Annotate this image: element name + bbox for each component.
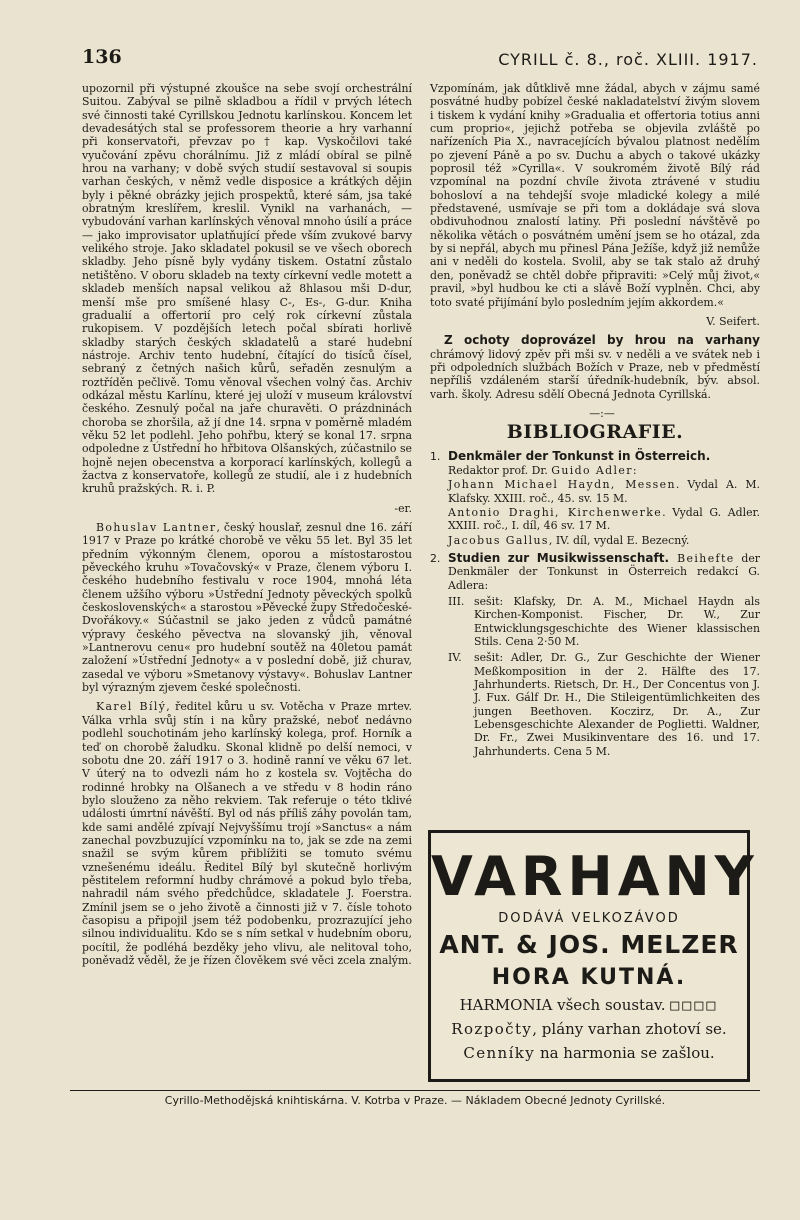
right-column	[430, 82, 760, 763]
lantner-obituary	[82, 521, 412, 694]
paragraph-text: , český houslař, zesnul dne 16. září 1917 v Praze po krátké chorobě ve věku 55 let. Byl 35 let předním výkonným členem, oporou a místostarostou pěveckého kruhu »Tovačovský« v Praze, členem výboru I. českého hudebního festivalu v roce 1904, mnohá léta členem užšího výboru »Ústřední Jednoty pěveckých spolků československých« a starostou »Pěvecké župy Středočeské-Dvořákovy.« Súčastnil se jako jeden z vůdců památné výpravy českého pěvectva na slovanský jih, věnoval »Lantnerovu cenu« pro hudební soutěž na 40letou památ založení »Ústřední Jednoty« a v poslední době, již churav, zasedal ve výboru »Smetanovy výstavy«. Bohuslav Lantner byl výrazným zjevem české společnosti.	[82, 521, 412, 695]
ad-town: HORA KUTNÁ.	[491, 965, 687, 990]
bibliography-item	[430, 552, 760, 758]
sub-entry-title: Antonio Draghi, Kirchenwerke	[448, 505, 663, 519]
volume-contents: sešit: Klafsky, Dr. A. M., Michael Haydn als Kirchen-Komponist. Fischer, Dr. W., Zur Entwicklungsgeschichte des Wiener klassischen Stils. Cena 2·50 M.	[474, 595, 760, 649]
sub-entry-details: . Vydal G. Adler. XXIII. roč., I. díl, 46 sv. 17 M.	[448, 505, 760, 533]
ad-text: , plány varhan zhotoví se.	[532, 1020, 727, 1038]
sub-entry	[448, 595, 760, 648]
signature: V. Seifert.	[706, 314, 760, 328]
bibliography-item	[430, 450, 760, 547]
sub-entry-title: Jacobus Gallus	[448, 533, 549, 547]
sub-entry	[448, 506, 760, 533]
sub-entry-details: , IV. díl, vydal E. Bezecný.	[548, 533, 690, 547]
volume-label: III.	[448, 595, 465, 609]
advertisement	[428, 830, 759, 1082]
ad-title: VARHANY	[431, 845, 759, 908]
journal-header: CYRILL č. 8., roč. XLIII. 1917.	[498, 50, 758, 69]
item-description: der Denkmäler der Tonkunst in Österreich redakcí G. Adlera:	[448, 552, 760, 592]
sub-entry	[448, 534, 760, 547]
bily-obituary	[82, 700, 412, 967]
item-body	[448, 450, 760, 547]
person-name: Karel Bílý	[96, 700, 167, 714]
item-number: 2.	[430, 552, 441, 565]
paragraph-text: , ředitel kůru u sv. Votěcha v Praze mrtev. Válka vrhla svůj stín i na kůry pražské, neboť nedávno podlehl souchotinám jeho karlínský kolega, prof. Horník a teď on chorobě žaludku. Skonal klidně po delší nemoci, v sobotu dne 20. září 1917 o 3. hodině ranní ve věku 67 let. V úterý na to odvezli nám ho z kostela sv. Vojtěcha do rodinné hrobky na Olšanech a ve středu v 8 hodin ráno bylo slouženo za něho rekviem. Tak referuje o této tklivé události úmrtní návěští. Byl od nás příliš záhy povolán tam, kde sami andělé zpívají Nejvyššímu trojí »Sanctus« a nám zanechal povzbuzující vzpomínku na to, jak se zde na zemi snažil se svým kůrem přiblížiti se tomuto svému vznešenému ideálu. Ředitel Bílý byl skutečně horlivým pěstitelem reformní hudby chrámové a pokud bylo třeba, nahradil nám svého předchůdce, skladatele J. Foerstra. Zmínil jsem se o jeho životě a činnosti již v 7. čísle tohoto časopisu a připojil jsem též podobenku, prozrazující jeho silnou individualitu. Kdo se s ním setkal v hudebním oboru, pocítil, že podléhá bezděky jeho vlivu, ale nelitoval toho, poněvadž věděl, že je řízen člověkem své věci zcela znalým.	[82, 700, 412, 967]
sub-entry	[448, 651, 760, 758]
sub-entry-title: Johann Michael Haydn, Messen	[448, 478, 676, 492]
notice-lead: Z ochoty doprovázel by hrou na varhany	[444, 333, 760, 348]
ad-harmonia-text: HARMONIA všech soustav.	[459, 996, 666, 1014]
left-column	[82, 82, 412, 973]
footer-imprint: Cyrillo-Methodějská knihtiskárna. V. Kotrba v Praze. — Nákladem Obecné Jednoty Cyrillské.	[164, 1094, 666, 1107]
item-heading	[448, 552, 760, 592]
paragraph-text: upozornil při výstupné zkoušce na sebe svojí orchestrální Suitou. Zabýval se pilně skladbou a řídil v prvých létech své činnosti také Cyrillskou Jednotu karlínskou. Koncem let devadesátých stal se professorem theorie a hry varhanní při konservatoři, převzav po † kap. Vyskočilovi také vyučování zpěvu chorálnímu. Již z mládí obíral se pilně hrou na varhany; v době svých studií sestavoval si soupis varhan českých, v němž vedle disposice a krátkých dějin byly i pěkné obrázky jejich prospektů, které sám, jsa také obratným kreslířem, kreslil. Vynikl na varhanách, — vybudování varhan karlínských věnoval mnoho úsilí a práce — jako improvisator uplatňující přede vším zvukové barvy velikého stroje. Jako skladatel pokusil se ve všech oborech skladby. Jeho písně byly vydány tiskem. Ostatní zůstalo netištěno. V oboru skladeb na texty církevní vedle motett a skladeb menších napsal velikou až 8hlasou mši D-dur, menší mše pro smíšené hlasy C-, Es-, G-dur. Kniha gradualií a offertorií pro celý rok církevní zůstala rukopisem. V pozdějších letech počal sbírati horlivě skladby starých českých skladatelů a staré hudební nástroje. Archiv tento hudební, čítající do tisíců čísel, sebraný z četných našich kůrů, seřaděn zesnulým a roztříděn pečlivě. Tomu věnoval všechen volný čas. Archiv odkázal městu Karlínu, které jej uloží v museum království českého. Zesnulý počal na jaře churavěti. O prázdninách choroba se zhoršila, až jí dne 14. srpna v poměrně mladém věku 52 let podlehl. Jeho pohřbu, který se konal 17. srpna odpoledne z Ústřední ho hřbitova Olšanských, zúčastnilo se hojně nejen obecenstva a korporací karlínských, kollegů a žactva z konservatoře, kollegů ze studií, ale i z hudebních kruhů pražských. R. i. P.	[82, 82, 412, 496]
signature: -er.	[394, 501, 412, 515]
item-number: 1.	[430, 449, 441, 463]
paragraph-text: chrámový lidový zpěv při mši sv. v neděli a ve svátek neb i při odpoledních službách Božích v Praze, neb v předměstí nepříliš vzdáleném starší úředník-hudebník, býv. absol. varh. školy. Adresu sdělí Obecná Jednota Cyrillská.	[430, 347, 760, 401]
editor-suffix: :	[632, 463, 637, 477]
item-subtitle: Beihefte	[669, 552, 735, 565]
ad-budget-line	[431, 1020, 747, 1038]
ad-supplier: DODÁVÁ VELKOZÁVOD	[498, 911, 680, 926]
sub-entry	[448, 478, 760, 505]
editor-name: Guido Adler	[551, 463, 633, 477]
page-number: 136	[82, 46, 122, 68]
bibliography-heading: BIBLIOGRAFIE.	[506, 421, 684, 444]
sub-entry-details: . Vydal A. M. Klafsky. XXIII. roč., 45. sv. 15 M.	[448, 478, 760, 505]
running-head	[82, 46, 758, 76]
item-body	[448, 552, 760, 758]
item-title: Denkmäler der Tonkunst in Österreich.	[448, 448, 711, 463]
person-name: Bohuslav Lantner	[96, 521, 217, 534]
item-editor	[448, 464, 760, 477]
editor-prefix: Redaktor prof. Dr.	[448, 463, 552, 477]
section-separator: —:—	[589, 406, 615, 420]
organist-notice	[430, 334, 760, 401]
obituary-paragraph-continued	[82, 82, 412, 496]
bily-obituary-continued	[430, 82, 760, 309]
volume-label: IV.	[448, 651, 462, 665]
ad-keyword: Rozpočty	[451, 1020, 533, 1038]
item-title: Studien zur Musikwissenschaft.	[448, 551, 669, 565]
ad-pricelist-line	[431, 1044, 747, 1062]
ad-firm-name: ANT. & JOS. MELZER	[439, 930, 739, 959]
footer-rule	[70, 1090, 760, 1091]
decorative-boxes-icon: □□□□	[670, 996, 719, 1014]
volume-contents: sešit: Adler, Dr. G., Zur Geschichte der Wiener Meßkomposition in der 2. Hälfte des 17. Jahrhunderts. Rietsch, Dr. H., Der Concentus von J. J. Fux. Gálf Dr. H., Die Stileigentümlichkeiten des jungen Beethoven. Koczirz, Dr. A., Zur Lebensgeschichte Alexander de Poglietti. Waldner, Dr. Fr., Zwei Musikinventare des 16. und 17. Jahrhunderts. Cena 5 M.	[474, 651, 760, 758]
ad-keyword: Cenníky	[463, 1044, 536, 1062]
ad-text: na harmonia se zašlou.	[535, 1044, 715, 1062]
ad-harmonia-line	[431, 996, 747, 1014]
paragraph-text: Vzpomínám, jak důtklivě mne žádal, abych v zájmu samé posvátné hudby pobízel české nakladatelství živým slovem i tiskem k vydání knihy »Gradualia et offertoria totius anni cum proprio«, jejichž potřeba se objevila zvláště po nařízeních Pia X., navracejících bývalou platnost nedělím po zjevení Páně a po sv. Duchu a abych o takové ukázky poprosil též »Cyrilla«. V soukromém životě Bílý rád vzpomínal na pozdní chvíle života ztrávené v studiu bohosloví a na tehdejší svoje mladické kolegy a milé představené, usmívaje se při tom a dokládaje svá slova obdivuhodnou znalostí latiny. Při poslední návštěvě po několika větách o posvátném umění jsem se ho otázal, zda by si nepřál, abych mu přinesl Pána Ježíše, když již nemůže ani v neděli do kostela. Svolil, aby se tak stalo až druhý den, poněvadž se chtěl dobře připraviti: »Celý můj život,« pravil, »byl hudbou ke cti a slávě Boží vyplněn. Chci, aby toto svaté přijímání bylo posledním jejím akkordem.«	[430, 82, 760, 309]
